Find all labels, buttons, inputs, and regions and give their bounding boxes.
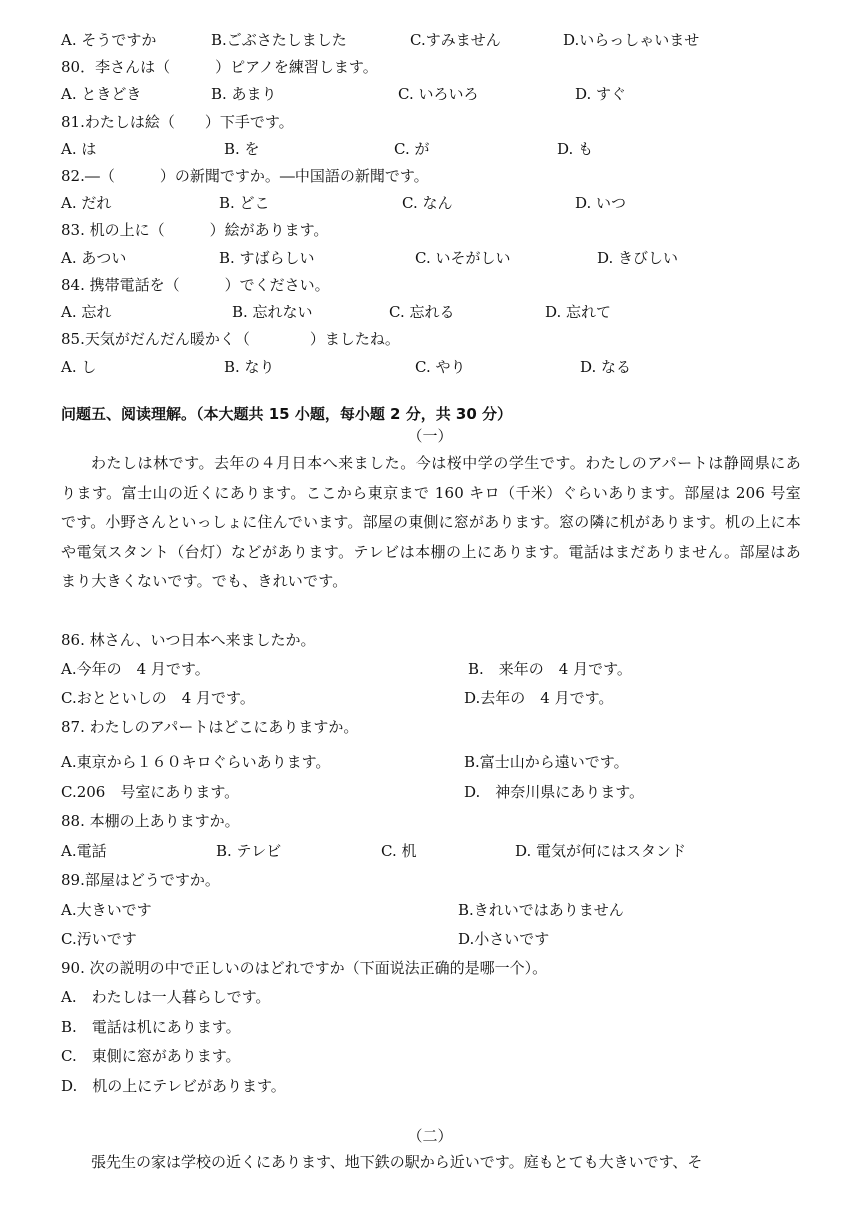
option-d: D.去年の 4 月です。 bbox=[464, 689, 614, 707]
question-82-stem: 82.―（ ）の新聞ですか。―中国語の新聞です。 bbox=[61, 167, 429, 185]
option-a: A. わたしは一人暮らしです。 bbox=[61, 988, 271, 1006]
option-b: B.ごぶさたしました bbox=[211, 31, 347, 49]
passage-1-label: （一） bbox=[407, 427, 453, 445]
option-d: D. いつ bbox=[575, 194, 627, 212]
option-b: B. 忘れない bbox=[232, 303, 313, 321]
option-c: C. 忘れる bbox=[389, 303, 455, 321]
question-87-stem: 87. わたしのアパートはどこにありますか。 bbox=[61, 718, 359, 736]
option-a: A.電話 bbox=[61, 842, 107, 860]
passage-2-label: （二） bbox=[407, 1127, 453, 1145]
question-80-stem: 80．李さんは（ ）ピアノを練習します。 bbox=[61, 58, 378, 76]
option-d: D. 机の上にテレビがあります。 bbox=[61, 1077, 286, 1095]
option-a: A.今年の 4 月です。 bbox=[61, 660, 210, 678]
option-a: A. あつい bbox=[61, 249, 127, 267]
question-88-stem: 88. 本棚の上ありますか。 bbox=[61, 812, 240, 830]
passage-2-text: 張先生の家は学校の近くにあります、地下鉄の駅から近いです。庭もとても大きいです、そ bbox=[91, 1153, 703, 1171]
option-c: C. いそがしい bbox=[415, 249, 511, 267]
option-b: B. どこ bbox=[219, 194, 270, 212]
question-85-stem: 85.天気がだんだん暖かく（ ）ましたね。 bbox=[61, 330, 400, 348]
option-d: D. 神奈川県にあります。 bbox=[464, 783, 645, 801]
option-d: D. すぐ bbox=[575, 85, 627, 103]
option-c: C.206 号室にあります。 bbox=[61, 783, 240, 801]
option-c: C. 机 bbox=[381, 842, 417, 860]
option-a: A. し bbox=[61, 358, 97, 376]
option-d: D. 電気が何にはスタンド bbox=[515, 842, 687, 860]
option-a: A. だれ bbox=[61, 194, 112, 212]
option-a: A. 忘れ bbox=[61, 303, 112, 321]
question-81-stem: 81.わたしは絵（ ）下手です。 bbox=[61, 113, 294, 131]
option-b: B. テレビ bbox=[216, 842, 282, 860]
option-a: A.大きいです bbox=[61, 901, 152, 919]
question-83-stem: 83. 机の上に（ ）絵があります。 bbox=[61, 221, 329, 239]
option-b: B. 電話は机にあります。 bbox=[61, 1018, 241, 1036]
option-c: C.すみません bbox=[410, 31, 501, 49]
option-b: B. を bbox=[224, 140, 260, 158]
option-c: C. なん bbox=[402, 194, 453, 212]
option-d: D. なる bbox=[580, 358, 632, 376]
question-86-stem: 86. 林さん、いつ日本へ来ましたか。 bbox=[61, 631, 316, 649]
option-c: C.おとといしの 4 月です。 bbox=[61, 689, 255, 707]
option-a: A.東京から１６０キロぐらいあります。 bbox=[61, 753, 331, 771]
question-89-stem: 89.部屋はどうですか。 bbox=[61, 871, 220, 889]
option-d: D. きびしい bbox=[597, 249, 679, 267]
option-b: B.きれいではありません bbox=[458, 901, 624, 919]
option-d: D.小さいです bbox=[458, 930, 550, 948]
question-90-stem: 90. 次の説明の中で正しいのはどれですか（下面说法正确的是哪一个）。 bbox=[61, 959, 548, 977]
option-d: D. も bbox=[557, 140, 594, 158]
passage-1-text: わたしは林です。去年の４月日本へ来ました。今は桜中学の学生です。わたしのアパートは静岡県にあります。富士山の近くにあります。ここから東京まで 160 キロ（千米）ぐらいあります。部屋は 206 号室です。小野さんといっしょに住んでいます。部屋の東側に窓があります。窓の隣に机があります。机の上に本や電気スタント（台灯）などがあります。テレビは本棚の上にあります。電話はまだありません。部屋はあまり大きくないです。でも、きれいです。 bbox=[61, 454, 802, 590]
option-b: B.富士山から遠いです。 bbox=[464, 753, 629, 771]
option-a: A. は bbox=[61, 140, 97, 158]
option-a: A. ときどき bbox=[61, 85, 142, 103]
option-c: C. 東側に窓があります。 bbox=[61, 1047, 241, 1065]
option-c: C. が bbox=[394, 140, 430, 158]
option-d: D.いらっしゃいませ bbox=[563, 31, 700, 49]
option-b: B. あまり bbox=[211, 85, 277, 103]
option-b: B. 来年の 4 月です。 bbox=[468, 660, 632, 678]
option-c: C. いろいろ bbox=[398, 85, 479, 103]
option-c: C. やり bbox=[415, 358, 466, 376]
question-84-stem: 84. 携帯電話を（ ）でください。 bbox=[61, 276, 330, 294]
option-b: B. なり bbox=[224, 358, 275, 376]
option-b: B. すばらしい bbox=[219, 249, 315, 267]
option-d: D. 忘れて bbox=[545, 303, 612, 321]
option-a: A. そうですか bbox=[61, 31, 157, 49]
option-c: C.汚いです bbox=[61, 930, 137, 948]
section-title: 问题五、阅读理解。（本大题共 15 小题，每小题 2 分，共 30 分） bbox=[61, 405, 513, 423]
